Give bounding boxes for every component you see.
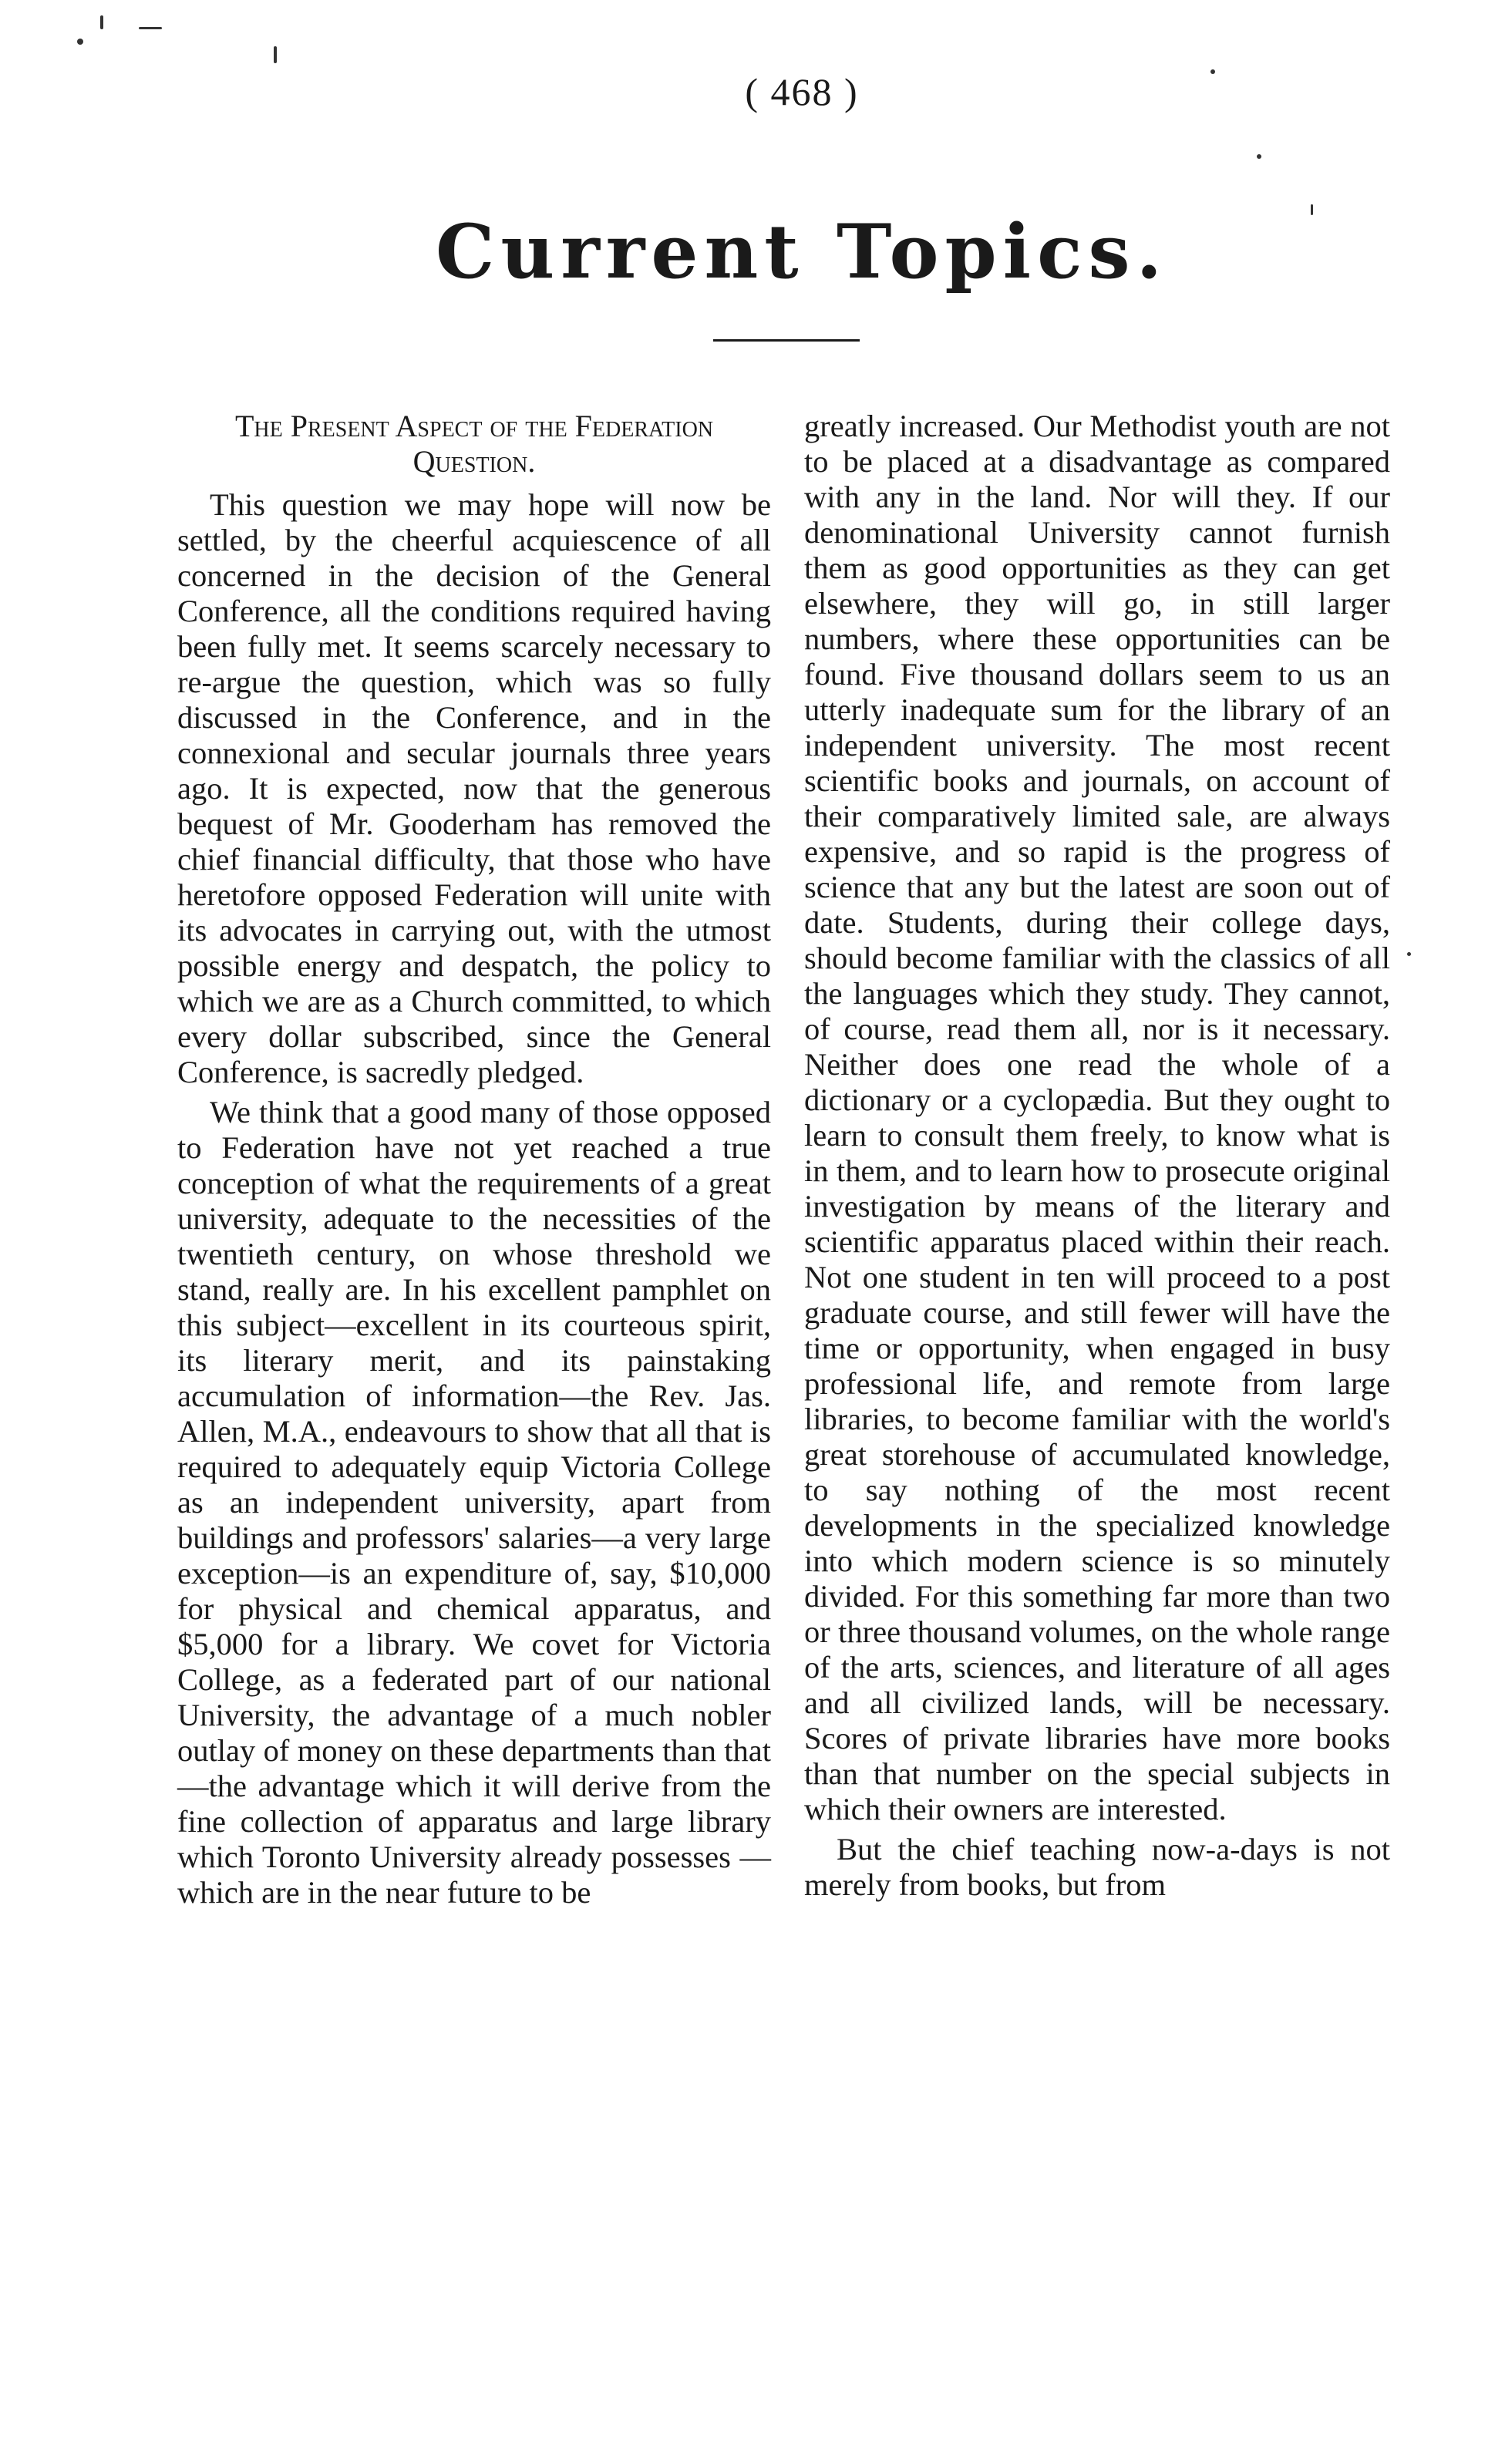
scan-speck	[1407, 952, 1411, 956]
scan-speck	[1257, 154, 1261, 159]
scan-speck	[274, 46, 277, 63]
left-paragraph-1: This question we may hope will now be settled, by the cheerful acquiescence of all concerned in the decision of the General Conference, all the conditions required having been fully met. It seems scarcely necessary to re-argue the question, which was so fully discussed in the Conference, and in the connexional and secular journals three years ago. It is expected, now that the generous bequest of Mr. Gooderham has removed the chief financial difficulty, that those who have heretofore opposed Federation will unite with its advocates in carrying out, with the utmost possible energy and despatch, the policy to which we are as a Church committed, to which every dollar subscribed, since the General Conference, is sacredly pledged.	[177, 487, 771, 1089]
title-divider	[713, 339, 860, 342]
scan-speck	[1210, 69, 1215, 74]
page-title: Current Topics.	[436, 208, 1168, 295]
left-paragraph-2: We think that a good many of those opposed to Federation have not yet reached a true conception of what the requirements of a great university, adequate to the necessities of the twentieth century, on whose threshold we stand, really are. In his excellent pamphlet on this subject—excellent in its courteous spirit, its literary merit, and its painstaking accumulation of information—the Rev. Jas. Allen, M.A., endeavours to show that all that is required to adequately equip Victoria College as an independent university, apart from buildings and professors' salaries—a very large exception—is an expenditure of, say, $10,000 for physical and chemical apparatus, and $5,000 for a library. We covet for Victoria College, as a federated part of our national University, the advantage of a much nobler outlay of money on these departments than that—the advantage which it will derive from the fine collection of apparatus and large library which Toronto University already possesses —which are in the near future to be	[177, 1095, 771, 1910]
scan-speck	[100, 15, 103, 29]
scan-speck	[1311, 204, 1313, 215]
right-column	[804, 409, 1390, 1907]
right-paragraph-2: But the chief teaching now-a-days is not merely from books, but from	[804, 1832, 1390, 1902]
right-paragraph-1: greatly increased. Our Methodist youth are not to be placed at a disadvantage as compared with any in the land. Nor will they. If our denominational University cannot furnish them as good opportunities as they can get elsewhere, they will go, in still larger numbers, where these opportunities can be found. Five thousand dollars seem to us an utterly inadequate sum for the library of an independent university. The most recent scientific books and journals, on account of their comparatively limited sale, are always expensive, and so rapid is the progress of science that any but the latest are soon out of date. Students, during their college days, should become familiar with the classics of all the languages which they study. They cannot, of course, read them all, nor is it necessary. Neither does one read the whole of a dictionary or a cyclopædia. But they ought to learn to consult them freely, to know what is in them, and to learn how to prosecute original investigation by means of the literary and scientific apparatus placed within their reach. Not one student in ten will proceed to a post graduate course, and still fewer will have the time or opportunity, when engaged in busy professional life, and remote from large libraries, to become familiar with the world's great storehouse of accumulated knowledge, to say nothing of the most recent developments in the specialized knowledge into which modern science is so minutely divided. For this something far more than two or three thousand volumes, on the whole range of the arts, sciences, and literature of all ages and all civilized lands, will be necessary. Scores of private libraries have more books than that number on the special subjects in which their owners are interested.	[804, 409, 1390, 1826]
left-column	[177, 409, 771, 1915]
scan-speck	[77, 39, 83, 45]
section-heading: The Present Aspect of the Federation Question.	[234, 409, 714, 479]
scan-speck	[139, 27, 162, 29]
page-number: ( 468 )	[745, 70, 859, 113]
